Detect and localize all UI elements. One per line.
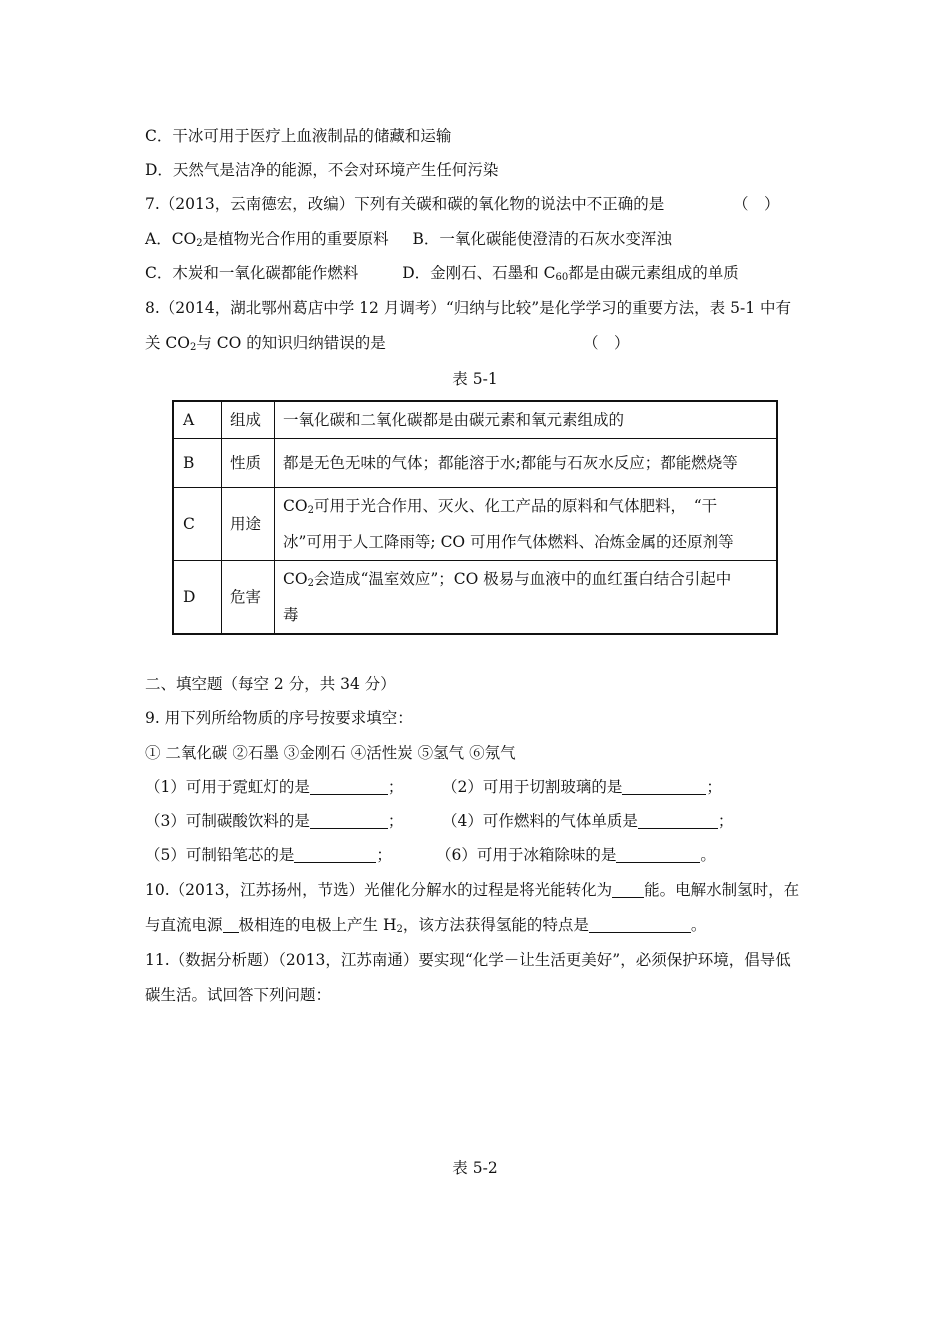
q9-item-6: （6）可用于冰箱除味的是 。: [436, 846, 716, 864]
q7-option-a: A．$CO_2$是植物光合作用的重要原料: [145, 230, 389, 249]
row-key: D: [173, 561, 222, 635]
row-key: B: [173, 439, 222, 488]
q10-line2: 与直流电源 极相连的电极上产生 $H_2$，该方法获得氢能的特点是 。: [145, 916, 707, 935]
row-key: A: [173, 401, 222, 439]
table-row: [173, 561, 777, 635]
q7-answer-paren: （ ）: [733, 195, 780, 213]
section-2-title: 二、填空题（每空 2 分，共 34 分）: [145, 675, 396, 693]
row-key: C: [173, 488, 222, 561]
row-category: 性质: [222, 439, 275, 488]
row-text: 都是无色无味的气体；都能溶于水;都能与石灰水反应；都能燃烧等: [275, 439, 778, 488]
q11-line1: 11.（数据分析题）（2013，江苏南通）要实现“化学－让生活更美好”，必须保护环境，倡导低: [145, 951, 791, 969]
row-category: 用途: [222, 488, 275, 561]
answer-blank[interactable]: [622, 779, 706, 795]
q9-item-4: （4）可作燃料的气体单质是 ；: [442, 812, 734, 830]
row-text-line1: $CO_2$会造成“温室效应”；CO 极易与血液中的血红蛋白结合引起中: [283, 570, 732, 589]
row-text: [275, 561, 778, 635]
q6-option-d: D．天然气是洁净的能源，不会对环境产生任何污染: [145, 161, 499, 179]
q8-stem-line1: 8.（2014，湖北鄂州葛店中学 12 月调考）“归纳与比较”是化学学习的重要方法，表 5-1 中有: [145, 299, 791, 317]
q7-stem: 7.（2013，云南德宏，改编）下列有关碳和碳的氧化物的说法中不正确的是: [145, 195, 665, 213]
answer-blank[interactable]: [638, 813, 718, 829]
q9-stem: 9. 用下列所给物质的序号按要求填空：: [145, 709, 413, 727]
row-text-line2: 毒: [283, 606, 299, 624]
table-5-2-caption: 表 5-2: [452, 1159, 498, 1177]
q10-line1: 10.（2013，江苏扬州，节选）光催化分解水的过程是将光能转化为 能。电解水制氢时，在: [145, 881, 800, 899]
row-category: 危害: [222, 561, 275, 635]
table-5-1-caption: 表 5-1: [452, 370, 498, 388]
row-category: 组成: [222, 401, 275, 439]
table-5-1: [172, 400, 778, 635]
answer-blank[interactable]: [223, 917, 239, 933]
answer-blank[interactable]: [589, 917, 691, 933]
row-text: 一氧化碳和二氧化碳都是由碳元素和氧元素组成的: [275, 401, 778, 439]
table-row: [173, 488, 777, 561]
table-row: [173, 439, 777, 488]
q7-options-ab: [145, 229, 672, 249]
q9-options: ① 二氧化碳 ②石墨 ③金刚石 ④活性炭 ⑤氢气 ⑥氖气: [145, 744, 516, 762]
q11-line2: 碳生活。试回答下列问题：: [145, 986, 332, 1004]
table-row: [173, 401, 777, 439]
q7-option-d: D．金刚石、石墨和 $C_{60}$都是由碳元素组成的单质: [402, 264, 739, 283]
answer-blank[interactable]: [612, 882, 644, 898]
q9-item-3: （3）可制碳酸饮料的是 ；: [145, 812, 404, 830]
q8-answer-paren: （ ）: [583, 334, 630, 352]
answer-blank[interactable]: [310, 813, 388, 829]
q8-stem-line2: 关 $CO_2$与 CO 的知识归纳错误的是: [145, 334, 386, 353]
row-text: [275, 488, 778, 561]
row-text-line2: 冰”可用于人工降雨等; CO 可用作气体燃料、冶炼金属的还原剂等: [283, 533, 734, 551]
q9-item-2: （2）可用于切割玻璃的是 ；: [442, 778, 722, 796]
row-text-line1: $CO_2$可用于光合作用、灭火、化工产品的原料和气体肥料， “干: [283, 497, 718, 516]
q7-options-cd: [145, 263, 739, 283]
answer-blank[interactable]: [294, 847, 376, 863]
q7-option-b: B．一氧化碳能使澄清的石灰水变浑浊: [412, 230, 672, 248]
answer-blank[interactable]: [616, 847, 700, 863]
q7-option-c: C．木炭和一氧化碳都能作燃料: [145, 264, 359, 282]
answer-blank[interactable]: [310, 779, 388, 795]
q9-item-5: （5）可制铅笔芯的是 ；: [145, 846, 392, 864]
q9-item-1: （1）可用于霓虹灯的是 ；: [145, 778, 404, 796]
q6-option-c: C．干冰可用于医疗上血液制品的储藏和运输: [145, 127, 452, 145]
